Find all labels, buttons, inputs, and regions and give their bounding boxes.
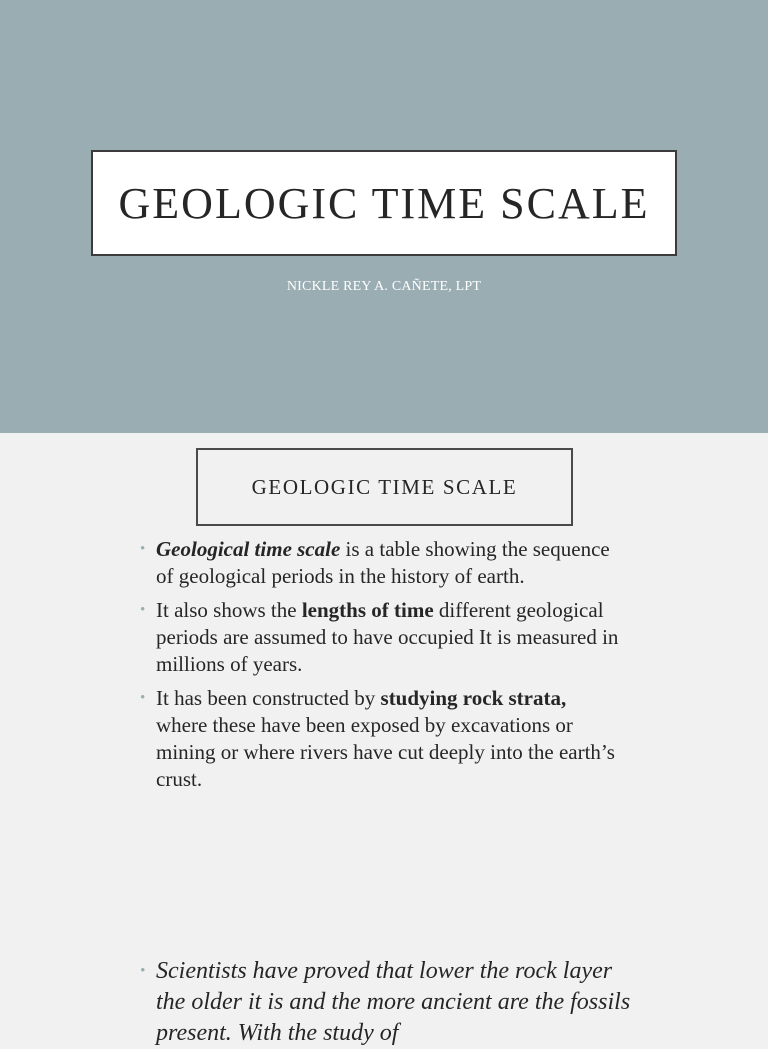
bullet-item-lengths [140,597,620,678]
bullet-dot-icon: • [140,602,146,618]
title-box [91,150,677,256]
bullet-dot-icon: • [140,690,146,706]
bullet-emphasis: studying rock strata, [380,686,567,710]
bullet-dot-icon: • [140,541,146,557]
bullet-text: where these have been exposed by excavations or mining or where rivers have cut deeply into the earth’s crust. [156,713,615,791]
bullet-list [140,536,620,800]
author-subtitle: NICKLE REY A. CAÑETE, LPT [286,279,482,294]
slide-title: GEOLOGIC TIME SCALE [118,178,650,228]
bullet-text: different geological periods are assumed to have occupied It is measured in millions of years. [156,598,619,676]
bullet-item-scientists [140,956,646,1049]
bullet-emphasis: Geological time scale [156,537,341,561]
bullet-emphasis: lengths of time [301,598,434,622]
title-slide [0,0,768,433]
heading-box [196,448,573,526]
bullet-text: is a table showing the sequence of geological periods in the history of earth. [156,537,610,588]
bullet-text: Scientists have proved that lower the rock layer the older it is and the more ancient are the fossils present. With the study of [156,958,631,1046]
bullet-dot-icon: • [140,963,146,979]
bullet-item-definition [140,536,620,590]
content-slide [0,433,768,1046]
bullet-text: It also shows the [156,598,302,622]
bullet-item-construction [140,685,620,793]
slide-heading: GEOLOGIC TIME SCALE [251,474,518,499]
bullet-text: It has been constructed by [156,686,381,710]
